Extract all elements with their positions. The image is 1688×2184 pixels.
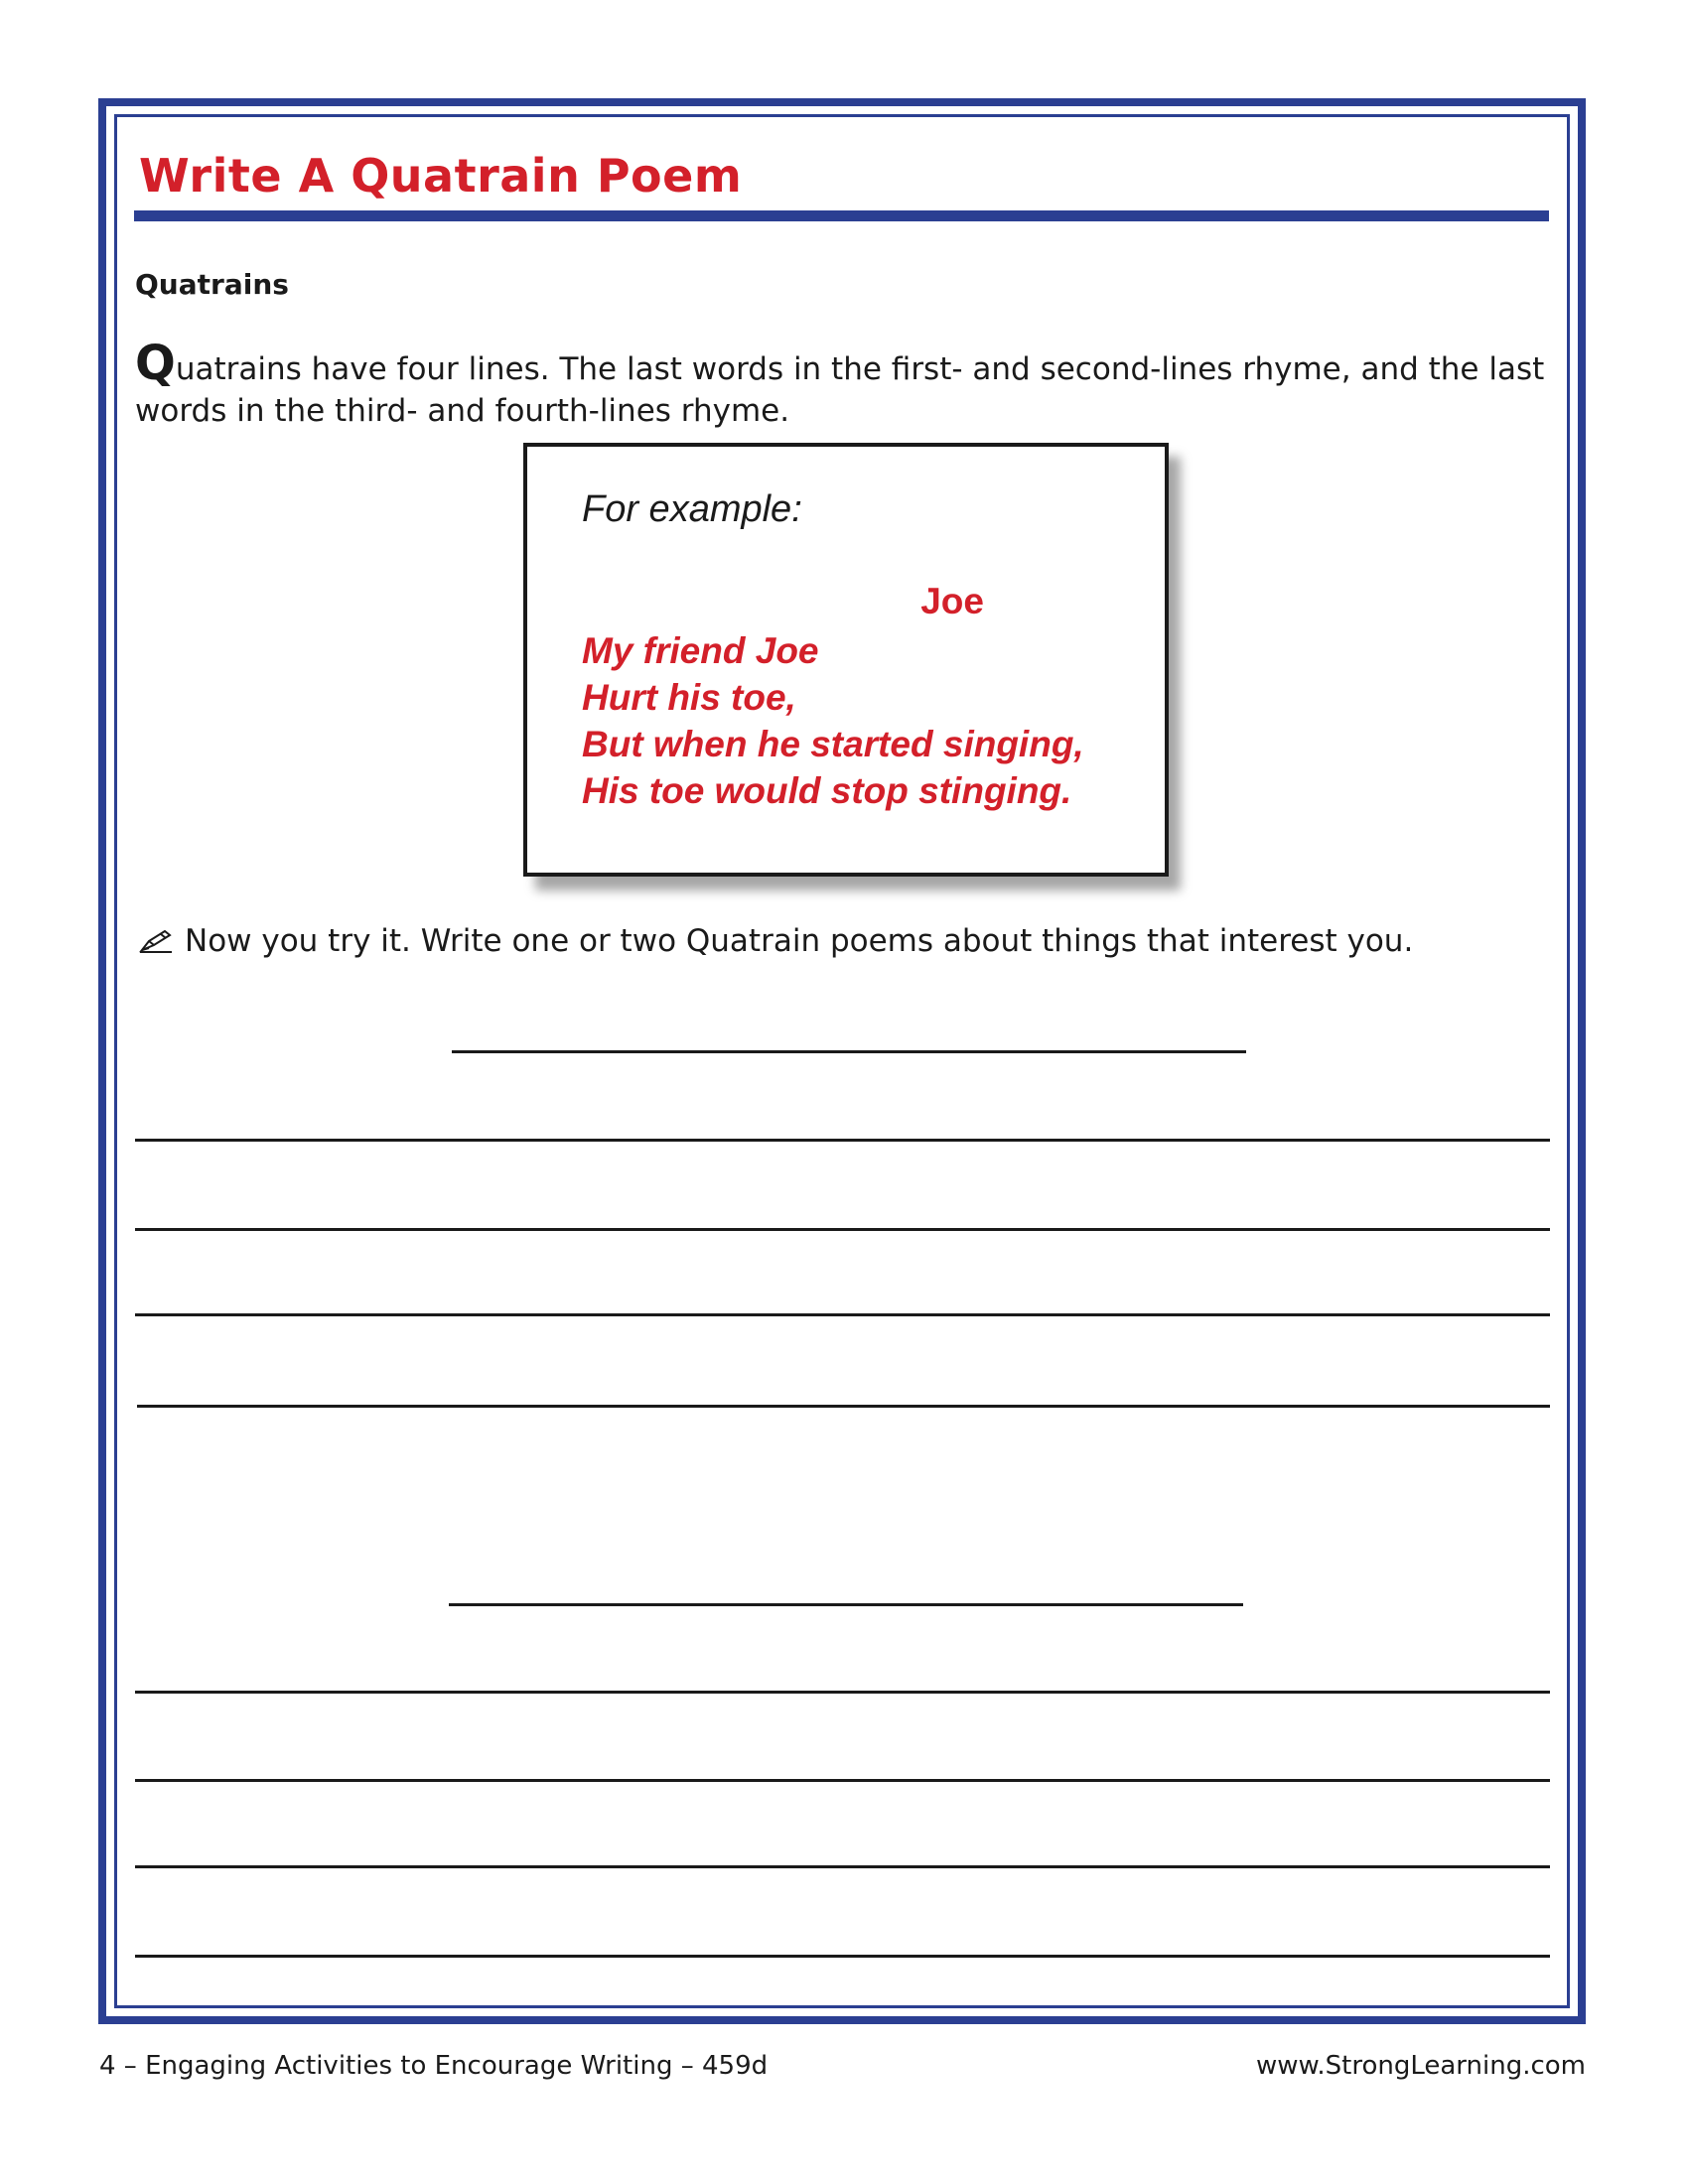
poem-1-writing-line-4[interactable] (137, 1405, 1550, 1408)
poem-1-title-line[interactable] (452, 1050, 1246, 1053)
poem-title: Joe (920, 581, 984, 621)
poem-2-writing-line-2[interactable] (135, 1779, 1550, 1782)
section-subheading: Quatrains (135, 268, 289, 301)
poem-2-writing-line-1[interactable] (135, 1691, 1550, 1694)
instruction (139, 923, 1413, 959)
poem-1-writing-line-3[interactable] (135, 1313, 1550, 1316)
intro-paragraph (135, 336, 1555, 432)
footer-page-info: 4 – Engaging Activities to Encourage Writing – 459d (99, 2051, 769, 2081)
poem-1-writing-line-1[interactable] (135, 1139, 1550, 1142)
footer-website: www.StrongLearning.com (1255, 2051, 1586, 2081)
title-underline (134, 210, 1549, 221)
page-title: Write A Quatrain Poem (139, 149, 743, 203)
poem-2-writing-line-3[interactable] (135, 1865, 1550, 1868)
poem-lines (582, 627, 1084, 814)
poem-2-title-line[interactable] (449, 1603, 1243, 1606)
poem-1-writing-line-2[interactable] (135, 1228, 1550, 1231)
intro-text: uatrains have four lines. The last words in the first- and second-lines rhyme, and the last words in the third- and fourth-lines rhyme. (135, 351, 1545, 429)
instruction-text: Now you try it. Write one or two Quatrain poems about things that interest you. (185, 923, 1414, 959)
poem-line-3: But when he started singing, (582, 724, 1084, 764)
pencil-icon (139, 928, 173, 954)
poem-2-writing-line-4[interactable] (135, 1955, 1550, 1958)
poem-line-2: Hurt his toe, (582, 677, 796, 718)
example-box (523, 443, 1169, 877)
poem-line-1: My friend Joe (582, 630, 819, 671)
poem-line-4: His toe would stop stinging. (582, 770, 1072, 811)
intro-drop-cap: Q (135, 336, 176, 391)
example-label: For example: (582, 488, 802, 530)
